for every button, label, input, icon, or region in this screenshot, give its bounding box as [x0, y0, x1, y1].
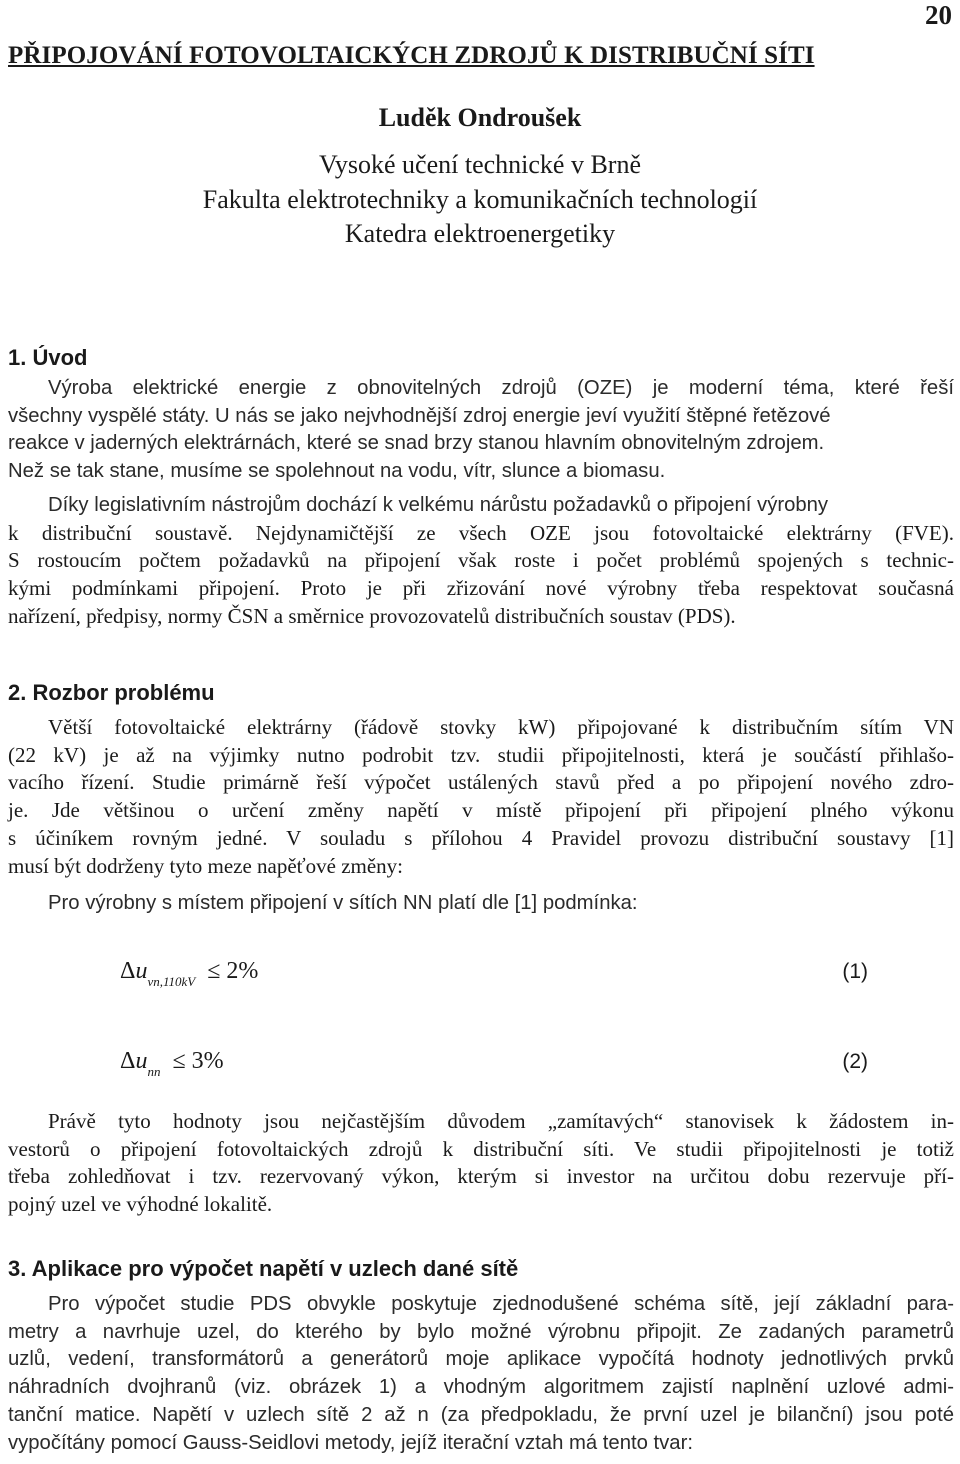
text-line: Větší fotovoltaické elektrárny (řádově stovky kW) připojované k distribučním sítím VN [48, 715, 954, 739]
equation-variable: u [135, 958, 148, 984]
text-line: vacího řízení. Studie primárně řeší výpočet ustálených stavů před a po připojení nového zdro- [8, 770, 954, 795]
text-line: k distribuční soustavě. Nejdynamičtější ze všech OZE jsou fotovoltaické elektrárny (FVE). [8, 520, 954, 545]
text-line: Pro výpočet studie PDS obvykle poskytuje zjednodušené schéma sítě, její základní para- [48, 1293, 954, 1315]
section-heading-analysis: 2. Rozbor problému [8, 680, 215, 705]
affiliation-department: Katedra elektroenergetiky [344, 219, 616, 248]
equation-variable: u [135, 1048, 148, 1074]
text-line: třeba zohledňovat i tzv. rezervovaný výkon, kterým si investor na určitou dobu rezervuje pří- [8, 1164, 954, 1189]
section-intro-body [8, 375, 954, 630]
section-analysis-after-equations [8, 1108, 954, 1219]
text-line: tanční matice. Napětí v uzlech sítě 2 až n (za předpokladu, že první uzel je bilanční) jsou poté [8, 1403, 954, 1426]
paper-title: PŘIPOJOVÁNÍ FOTOVOLTAICKÝCH ZDROJŮ K DISTRIBUČNÍ SÍTI [8, 42, 815, 69]
text-line: S rostoucím počtem požadavků na připojení však roste i počet problémů spojených s technic- [8, 548, 954, 573]
equation-delta: Δ [120, 958, 136, 984]
text-line: reakce v jaderných elektrárnách, které se snad brzy stanou hlavním obnovitelným zdrojem. [8, 432, 825, 455]
section-application-body [8, 1291, 954, 1457]
text-line: Než se tak stane, musíme se spolehnout na vodu, vítr, slunce a biomasu. [8, 460, 666, 483]
equation-subscript: vn,110kV [147, 973, 196, 989]
text-line: musí být dodrženy tyto meze napěťové změny: [8, 853, 404, 878]
equation-number-2: (2) [842, 1050, 868, 1073]
text-line: vestorů o připojení fotovoltaických zdrojů k distribuční síti. Ve studii připojitelnosti je totiž [8, 1136, 954, 1161]
text-line: Právě tyto hodnoty jsou nejčastějším důvodem „zamítavých“ stanovisek k žádostem in- [48, 1109, 954, 1133]
text-line: vypočítány pomocí Gauss-Seidlovi metody, jejíž iterační vztah má tento tvar: [8, 1431, 693, 1454]
equation-1 [120, 958, 258, 988]
text-line: pojný uzel ve výhodné lokalitě. [8, 1192, 273, 1217]
section-heading-application: 3. Aplikace pro výpočet napětí v uzlech dané sítě [8, 1256, 519, 1281]
text-line: je. Jde většinou o určení změny napětí v místě připojení při připojení plného výkonu [8, 798, 954, 823]
text-line: náhradních dvojhranů (viz. obrázek 1) a vhodným algoritmem zajistí naplnění uzlové admi- [8, 1376, 954, 1399]
affiliation-faculty: Fakulta elektrotechniky a komunikačních technologií [202, 185, 758, 214]
equation-delta: Δ [120, 1048, 136, 1074]
author-name: Luděk Ondroušek [378, 103, 582, 132]
section-analysis-body [8, 714, 954, 918]
text-line: všechny vyspělé státy. U nás se jako nejvhodnější zdroj energie jeví využití štěpné řetězové [8, 404, 831, 427]
affiliation-university: Vysoké učení technické v Brně [318, 150, 641, 179]
text-line: (22 kV) je až na výjimky nutno podrobit tzv. studii připojitelnosti, která je součástí přihlašo- [8, 742, 954, 767]
text-line: Výroba elektrické energie z obnovitelných zdrojů (OZE) je moderní téma, které řeší [48, 377, 954, 399]
page-number: 20 [925, 0, 952, 30]
text-line: uzlů, vedení, transformátorů a generátorů moje aplikace vypočítá hodnoty jednotlivých prvků [8, 1348, 954, 1371]
equation-2 [120, 1048, 224, 1078]
text-line: s účiníkem rovným jedné. V souladu s přílohou 4 Pravidel provozu distribuční soustavy [1] [8, 825, 954, 850]
section-heading-intro: 1. Úvod [8, 345, 88, 370]
text-line: Díky legislativním nástrojům dochází k velkému nárůstu požadavků o připojení výrobny [48, 493, 829, 516]
text-line: kými podmínkami připojení. Proto je při zřizování nové výrobny třeba respektovat současná [8, 575, 954, 600]
equation-number-1: (1) [842, 960, 868, 983]
equation-relation: ≤ 3% [172, 1048, 224, 1074]
text-line: Pro výrobny s místem připojení v sítích NN platí dle [1] podmínka: [48, 892, 638, 915]
equation-relation: ≤ 2% [207, 958, 259, 984]
text-line: nařízení, předpisy, normy ČSN a směrnice provozovatelů distribučních soustav (PDS). [8, 603, 736, 628]
equation-subscript: nn [147, 1063, 161, 1079]
text-line: metry a navrhuje uzel, do kterého by bylo možné výrobnu připojit. Ze zadaných parametrů [8, 1320, 954, 1343]
